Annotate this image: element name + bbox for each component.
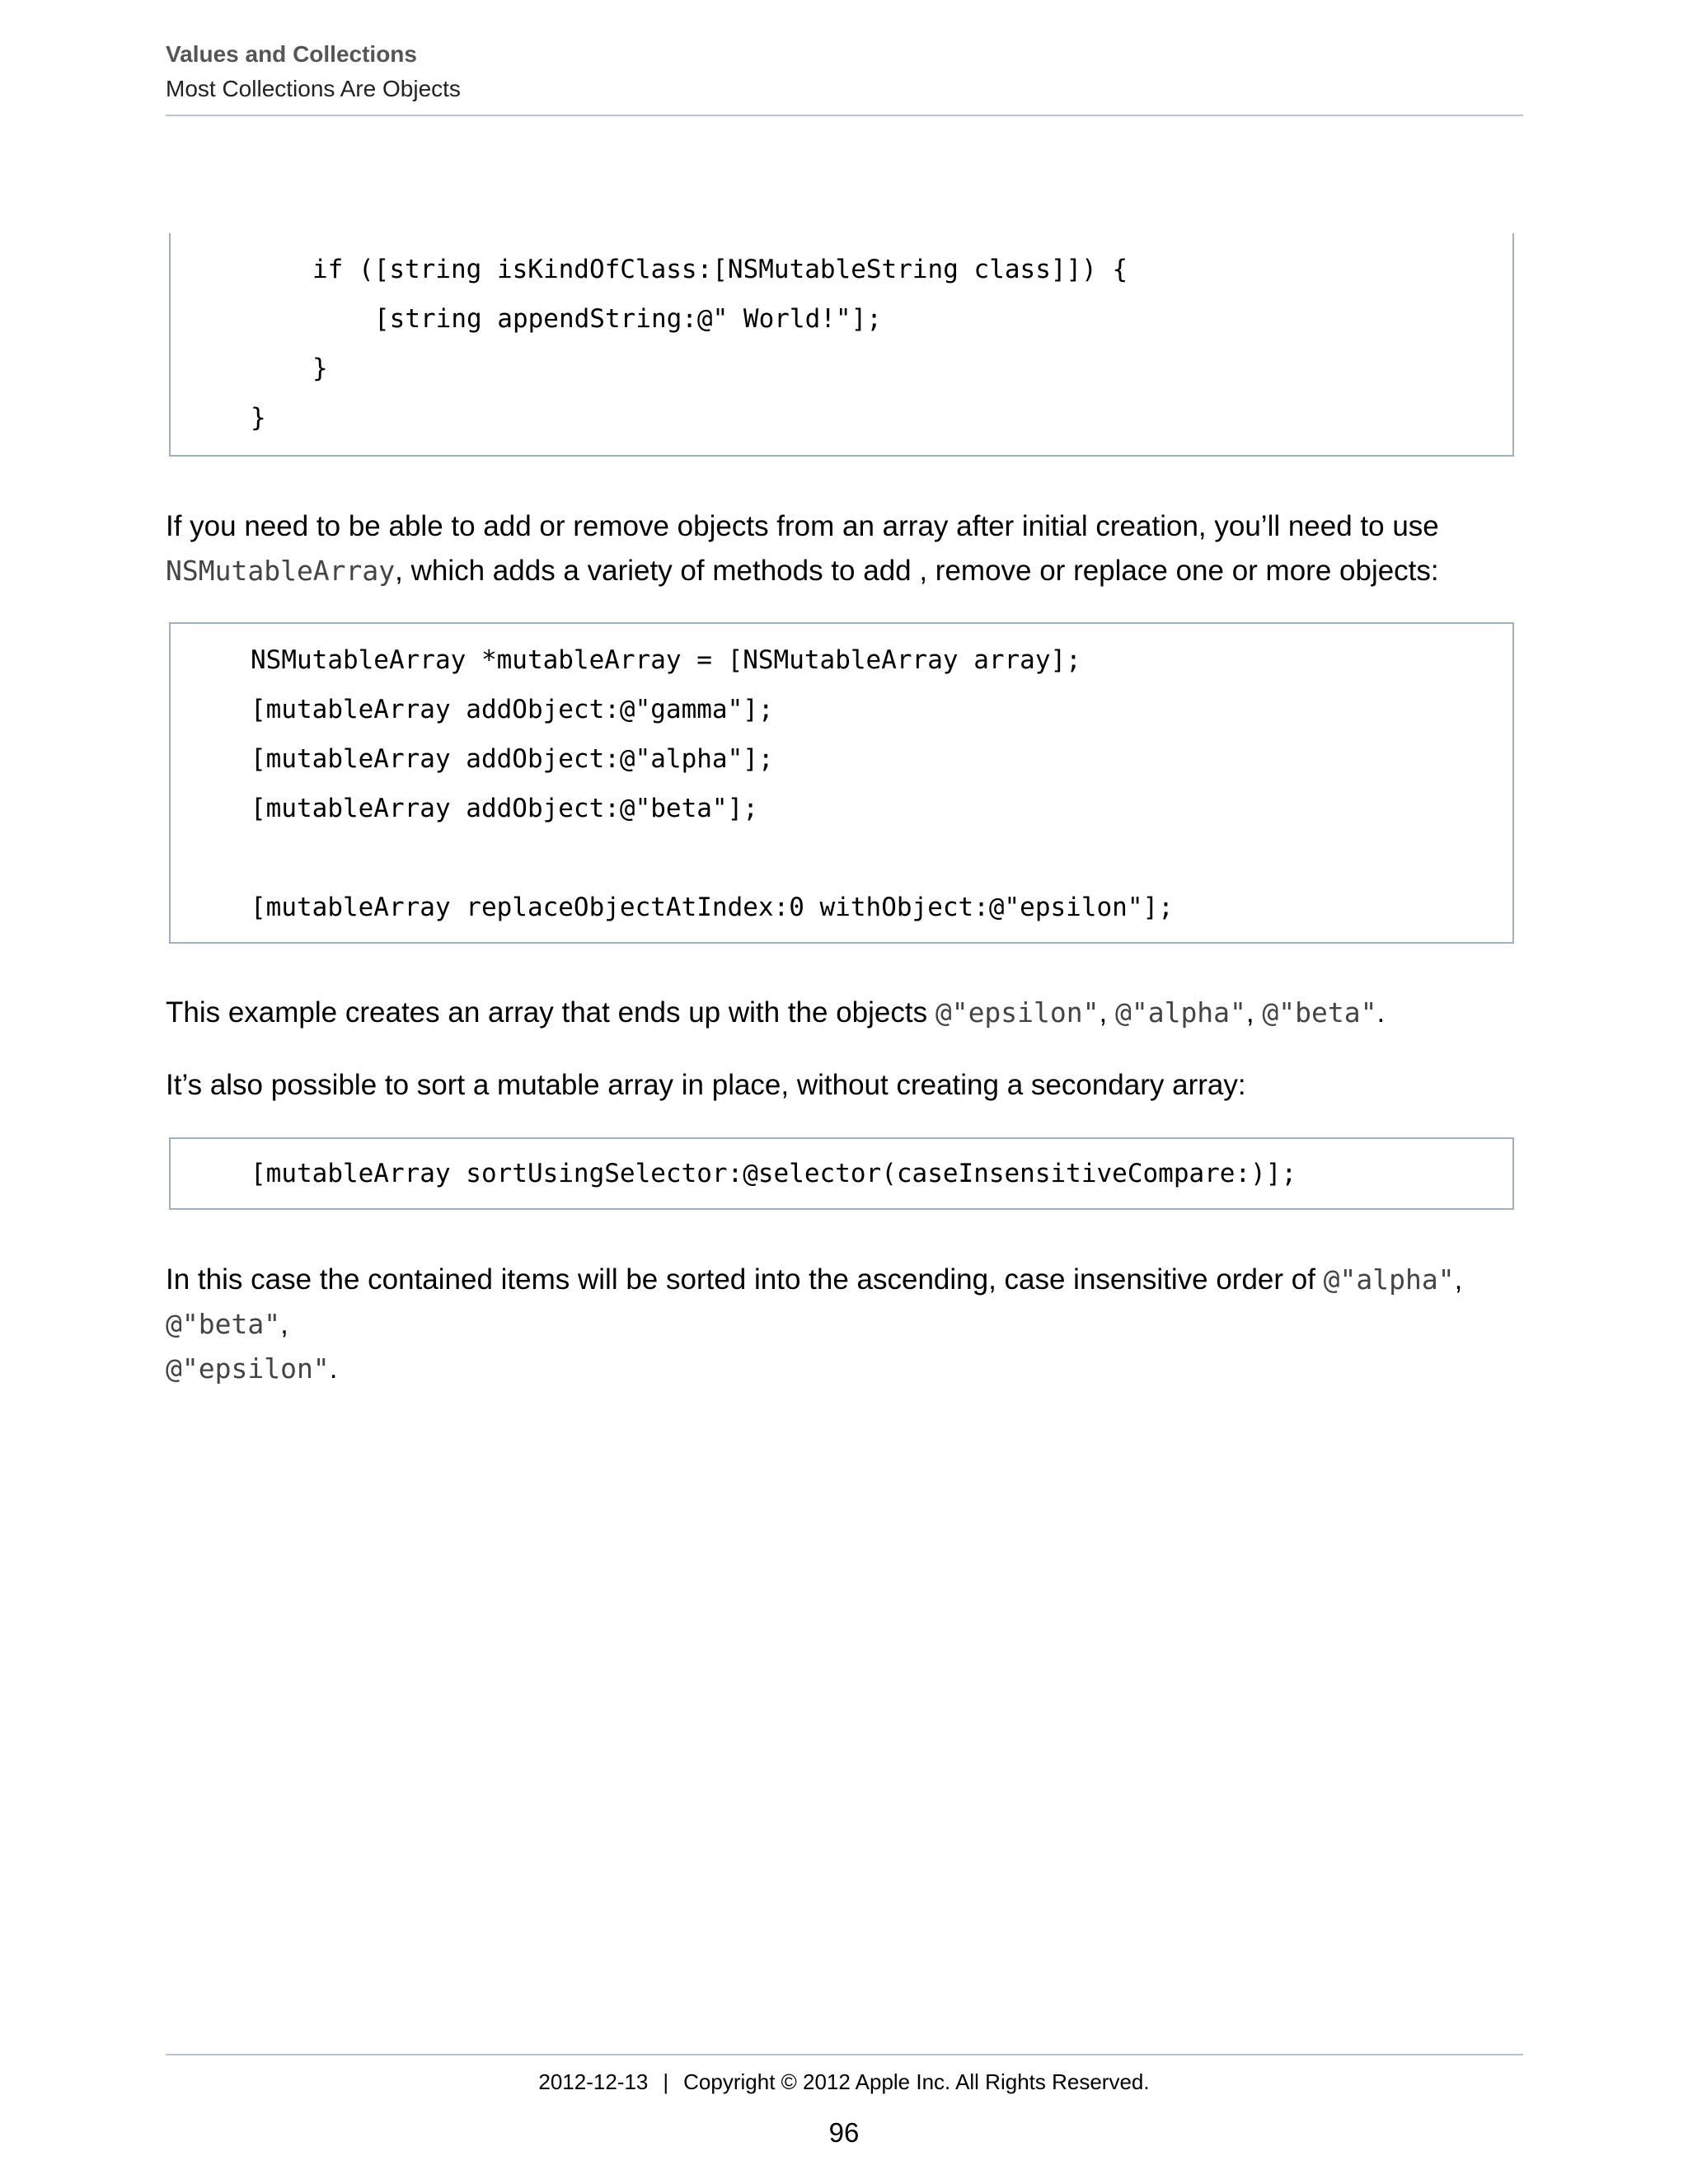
- code-line: [string appendString:@" World!"];: [374, 304, 882, 334]
- code-block-mutable-array: [169, 622, 1514, 944]
- page-header: [166, 38, 1523, 105]
- page-footer: [0, 2067, 1688, 2097]
- code-line: [mutableArray addObject:@"beta"];: [251, 794, 758, 823]
- code-block-sort: [169, 1137, 1514, 1210]
- code-block-continuation: [169, 233, 1514, 457]
- footer-date: 2012-12-13: [538, 2069, 649, 2094]
- paragraph-mutable-array-intro: [166, 504, 1526, 593]
- footer-copyright: Copyright © 2012 Apple Inc. All Rights Reserved.: [683, 2069, 1150, 2094]
- paragraph-text: In this case the contained items will be sorted into the ascending, case insensitive order of: [166, 1263, 1324, 1296]
- paragraph-sort-in-place: [166, 1063, 1526, 1108]
- paragraph-text: This example creates an array that ends up with the objects: [166, 996, 935, 1029]
- code-line: }: [312, 354, 328, 383]
- inline-code: @"beta": [166, 1308, 281, 1340]
- code-line: [mutableArray replaceObjectAtIndex:0 withObject:@"epsilon"];: [251, 893, 1174, 922]
- page-number: 96: [828, 2117, 860, 2148]
- inline-code: @"epsilon": [166, 1352, 330, 1385]
- code-line: if ([string isKindOfClass:[NSMutableString class]]) {: [312, 255, 1128, 284]
- code-line: }: [251, 403, 266, 433]
- paragraph-text: It’s also possible to sort a mutable array in place, without creating a secondary array:: [166, 1069, 1246, 1101]
- code-line: NSMutableArray *mutableArray = [NSMutableArray array];: [251, 645, 1081, 675]
- paragraph-text: If you need to be able to add or remove objects from an array after initial creation, you’ll need to use: [166, 510, 1439, 542]
- inline-code: @"alpha": [1114, 996, 1246, 1029]
- paragraph-text: .: [329, 1352, 338, 1385]
- chapter-title: Values and Collections: [166, 41, 417, 67]
- section-title: Most Collections Are Objects: [166, 76, 461, 101]
- paragraph-array-result: [166, 991, 1526, 1035]
- paragraph-text: ,: [280, 1308, 288, 1340]
- paragraph-text: .: [1376, 996, 1386, 1029]
- paragraph-text: ,: [1245, 996, 1263, 1029]
- header-divider: [166, 115, 1523, 116]
- code-line: [mutableArray addObject:@"gamma"];: [251, 695, 774, 724]
- inline-code: @"beta": [1262, 996, 1377, 1029]
- inline-code: @"alpha": [1323, 1263, 1455, 1296]
- footer-separator: |: [663, 2069, 669, 2094]
- code-line: [mutableArray sortUsingSelector:@selector(caseInsensitiveCompare:)];: [251, 1159, 1297, 1188]
- footer-divider: [166, 2054, 1523, 2055]
- paragraph-text: , which adds a variety of methods to add , remove or replace one or more objects:: [395, 555, 1439, 587]
- paragraph-text: ,: [1099, 996, 1115, 1029]
- paragraph-sort-result: [166, 1258, 1526, 1391]
- inline-code: @"epsilon": [935, 996, 1100, 1029]
- inline-code: NSMutableArray: [166, 555, 396, 587]
- code-line: [mutableArray addObject:@"alpha"];: [251, 744, 774, 774]
- paragraph-text: ,: [1454, 1263, 1463, 1296]
